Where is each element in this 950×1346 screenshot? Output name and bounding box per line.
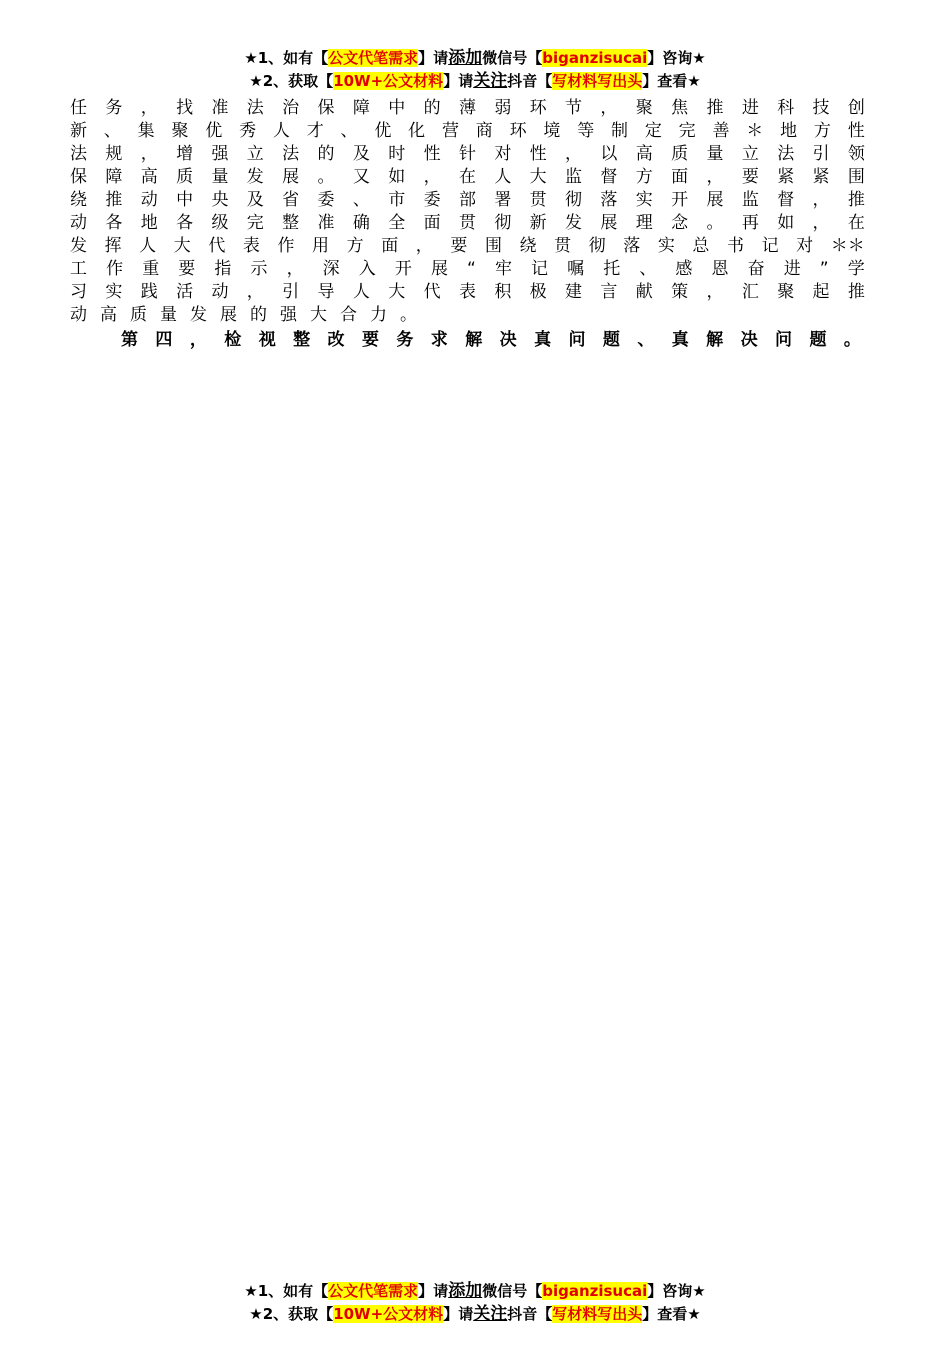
- paragraph-char: 聚: [171, 121, 189, 141]
- paragraph-char: 贯: [458, 213, 476, 233]
- paragraph-char: ，: [600, 98, 618, 118]
- paragraph-char: 强: [280, 305, 297, 325]
- paragraph-char: 念: [671, 213, 689, 233]
- ad-text: 微信号【: [482, 1282, 543, 1300]
- paragraph-char: 推: [847, 190, 865, 210]
- ad-emphasis: 添加: [448, 48, 483, 68]
- ad-text: ★1、如有【: [244, 49, 329, 67]
- paragraph-char: 面: [423, 213, 441, 233]
- paragraph-char: 委: [317, 190, 335, 210]
- paragraph-char: 。: [706, 213, 724, 233]
- paragraph-char: 督: [600, 167, 618, 187]
- heading-char: 决: [499, 330, 517, 350]
- paragraph-char: 质: [130, 305, 147, 325]
- paragraph-char: 落: [623, 236, 641, 256]
- paragraph-char: 确: [352, 213, 370, 233]
- paragraph-char: 方: [813, 121, 831, 141]
- paragraph-char: 的: [423, 98, 441, 118]
- paragraph-char: 法: [70, 144, 87, 164]
- paragraph-char: 地: [140, 213, 158, 233]
- paragraph-char: 引: [282, 282, 300, 302]
- paragraph-char: 立: [741, 144, 759, 164]
- paragraph-char: 、: [639, 259, 657, 279]
- paragraph-char: ，: [286, 259, 304, 279]
- ad-emphasis: 关注: [473, 1304, 508, 1324]
- paragraph-char: 人: [139, 236, 157, 256]
- paragraph-char: 障: [105, 167, 123, 187]
- paragraph-char: 绕: [519, 236, 537, 256]
- paragraph-char: 挥: [104, 236, 122, 256]
- paragraph-char: 记: [761, 236, 779, 256]
- paragraph-char: 工: [70, 259, 87, 279]
- paragraph-char: 以: [600, 144, 618, 164]
- paragraph-char: 优: [374, 121, 392, 141]
- paragraph-line: [70, 97, 865, 120]
- paragraph-char: ，: [140, 144, 158, 164]
- paragraph-char: 性: [529, 144, 547, 164]
- paragraph-char: 善: [712, 121, 730, 141]
- paragraph-char: ，: [706, 282, 724, 302]
- paragraph-char: 学: [847, 259, 865, 279]
- ad-highlight: 10W+公文材料: [333, 72, 444, 90]
- paragraph-char: ，: [423, 167, 441, 187]
- paragraph-char: 省: [282, 190, 300, 210]
- paragraph-char: 节: [565, 98, 583, 118]
- paragraph-char: 动: [140, 190, 158, 210]
- paragraph-char: 秀: [239, 121, 257, 141]
- paragraph-char: 积: [494, 282, 512, 302]
- paragraph-char: 策: [671, 282, 689, 302]
- paragraph-char: 法: [246, 98, 264, 118]
- paragraph-char: 围: [847, 167, 865, 187]
- paragraph-char: 市: [388, 190, 406, 210]
- ad-text: 】请: [418, 1282, 449, 1300]
- paragraph-char: 对: [494, 144, 512, 164]
- ad-text: 】请: [443, 1305, 474, 1323]
- paragraph-char: “: [467, 259, 476, 279]
- ad-line-2: [0, 1303, 950, 1326]
- paragraph-char: 献: [635, 282, 653, 302]
- paragraph-char: 化: [408, 121, 426, 141]
- paragraph-char: 聚: [635, 98, 653, 118]
- paragraph-char: 如: [777, 213, 795, 233]
- paragraph-char: 、: [340, 121, 358, 141]
- paragraph-char: 。: [317, 167, 335, 187]
- ad-text: 】查看★: [642, 1305, 701, 1323]
- paragraph-line: [70, 304, 865, 327]
- paragraph-char: 大: [529, 167, 547, 187]
- ad-highlight: 公文代笔需求: [328, 1282, 419, 1300]
- paragraph-char: ＊: [746, 121, 764, 141]
- ad-highlight: biganzisucai: [542, 1282, 648, 1300]
- paragraph-char: 动: [70, 305, 87, 325]
- paragraph-char: 贯: [554, 236, 572, 256]
- paragraph-char: 恩: [711, 259, 729, 279]
- paragraph-char: 托: [603, 259, 621, 279]
- paragraph-char: 创: [847, 98, 865, 118]
- paragraph-line: [70, 120, 865, 143]
- paragraph-char: 高: [635, 144, 653, 164]
- paragraph-char: 科: [777, 98, 795, 118]
- paragraph-line: [70, 166, 865, 189]
- paragraph-char: 领: [847, 144, 865, 164]
- paragraph-char: 展: [220, 305, 237, 325]
- paragraph-char: 针: [458, 144, 476, 164]
- paragraph-char: 完: [246, 213, 264, 233]
- heading-char: 改: [327, 330, 345, 350]
- paragraph-char: 理: [635, 213, 653, 233]
- paragraph-char: 立: [246, 144, 264, 164]
- paragraph-char: 推: [105, 190, 123, 210]
- paragraph-char: 境: [543, 121, 561, 141]
- paragraph-char: 落: [600, 190, 618, 210]
- paragraph-char: 保: [70, 167, 87, 187]
- paragraph-char: 及: [246, 190, 264, 210]
- paragraph-char: 表: [242, 236, 260, 256]
- paragraph-char: 监: [741, 190, 759, 210]
- paragraph-char: 要: [741, 167, 759, 187]
- paragraph-char: 表: [458, 282, 476, 302]
- ad-highlight: biganzisucai: [542, 49, 648, 67]
- paragraph-line: [70, 235, 865, 258]
- paragraph-char: 汇: [741, 282, 759, 302]
- paragraph-char: 级: [211, 213, 229, 233]
- heading-char: 检: [224, 330, 242, 350]
- paragraph-char: 委: [423, 190, 441, 210]
- paragraph-char: ”: [819, 259, 829, 279]
- paragraph-char: 完: [678, 121, 696, 141]
- paragraph-char: 中: [388, 98, 406, 118]
- paragraph-char: 发: [246, 167, 264, 187]
- paragraph-char: 央: [211, 190, 229, 210]
- paragraph-char: 质: [176, 167, 194, 187]
- ad-text: 抖音【: [507, 72, 553, 90]
- heading-char: 题: [602, 330, 620, 350]
- paragraph-char: 商: [475, 121, 493, 141]
- paragraph-char: 聚: [777, 282, 795, 302]
- paragraph-char: 感: [675, 259, 693, 279]
- paragraph-char: 彻: [494, 213, 512, 233]
- paragraph-char: 推: [847, 282, 865, 302]
- paragraph-char: 、: [352, 190, 370, 210]
- heading-char: 决: [740, 330, 758, 350]
- paragraph-char: 增: [176, 144, 194, 164]
- paragraph-char: 力: [370, 305, 387, 325]
- paragraph-char: 在: [458, 167, 476, 187]
- paragraph-char: 发: [565, 213, 583, 233]
- paragraph-char: 导: [317, 282, 335, 302]
- paragraph-char: 总: [692, 236, 710, 256]
- paragraph-char: ，: [565, 144, 583, 164]
- paragraph-char: 地: [780, 121, 798, 141]
- paragraph-char: 绕: [70, 190, 87, 210]
- ad-line-2: [0, 70, 950, 93]
- paragraph-char: 新: [70, 121, 87, 141]
- paragraph-char: 准: [211, 98, 229, 118]
- paragraph-char: 务: [105, 98, 123, 118]
- paragraph-char: 推: [706, 98, 724, 118]
- paragraph-char: 重: [142, 259, 160, 279]
- paragraph-char: 践: [140, 282, 158, 302]
- paragraph-char: 嘱: [567, 259, 585, 279]
- heading-char: 视: [258, 330, 276, 350]
- paragraph-char: 强: [211, 144, 229, 164]
- paragraph-char: ，: [415, 236, 433, 256]
- heading-char: 问: [775, 330, 793, 350]
- paragraph-char: 再: [741, 213, 759, 233]
- paragraph-char: 对: [796, 236, 814, 256]
- paragraph-char: ，: [706, 167, 724, 187]
- paragraph-char: 才: [306, 121, 324, 141]
- paragraph-char: 展: [706, 190, 724, 210]
- paragraph-char: 薄: [458, 98, 476, 118]
- paragraph-char: 中: [176, 190, 194, 210]
- heading-char: 真: [671, 330, 689, 350]
- ad-text: ★2、获取【: [249, 1305, 334, 1323]
- paragraph-char: 时: [388, 144, 406, 164]
- paragraph-char: ，: [140, 98, 158, 118]
- heading-char: 解: [465, 330, 483, 350]
- paragraph-line: [70, 189, 865, 212]
- paragraph-char: 起: [812, 282, 830, 302]
- paragraph-char: 环: [529, 98, 547, 118]
- paragraph-char: ＊＊: [830, 236, 865, 256]
- paragraph-char: 保: [317, 98, 335, 118]
- heading-char: 解: [706, 330, 724, 350]
- paragraph-char: 环: [509, 121, 527, 141]
- paragraph-char: 展: [600, 213, 618, 233]
- paragraph-char: 作: [106, 259, 124, 279]
- paragraph-char: 任: [70, 98, 87, 118]
- ad-text: 】查看★: [642, 72, 701, 90]
- ad-text: 微信号【: [482, 49, 543, 67]
- paragraph-char: 全: [388, 213, 406, 233]
- paragraph-char: 制: [611, 121, 628, 141]
- ad-text: 】请: [443, 72, 474, 90]
- paragraph-line: [70, 281, 865, 304]
- paragraph-char: 围: [484, 236, 502, 256]
- paragraph-line: [70, 212, 865, 235]
- paragraph-char: 发: [70, 236, 87, 256]
- paragraph-char: 实: [105, 282, 123, 302]
- paragraph-char: 量: [160, 305, 177, 325]
- paragraph-char: 紧: [777, 167, 795, 187]
- paragraph-char: 的: [250, 305, 267, 325]
- paragraph-char: 法: [777, 144, 795, 164]
- heading-char: 题: [809, 330, 827, 350]
- ad-highlight: 写材料写出头: [552, 1305, 643, 1323]
- heading-char: 四: [155, 330, 173, 350]
- paragraph-char: ，: [812, 213, 830, 233]
- paragraph-char: 代: [423, 282, 441, 302]
- paragraph-char: 合: [340, 305, 357, 325]
- paragraph-char: 贯: [529, 190, 547, 210]
- paragraph-char: 规: [105, 144, 123, 164]
- paragraph-char: 集: [137, 121, 155, 141]
- paragraph-char: 又: [352, 167, 370, 187]
- paragraph-char: 活: [176, 282, 194, 302]
- heading-char: 求: [430, 330, 448, 350]
- paragraph-char: 及: [352, 144, 370, 164]
- paragraph-char: 治: [282, 98, 300, 118]
- paragraph-char: 彻: [565, 190, 583, 210]
- ad-text: 】请: [418, 49, 449, 67]
- paragraph-char: 法: [282, 144, 300, 164]
- paragraph-char: 指: [214, 259, 232, 279]
- paragraph-char: 人: [494, 167, 512, 187]
- paragraph-char: 示: [250, 259, 268, 279]
- paragraph-char: 量: [211, 167, 229, 187]
- paragraph-char: 实: [635, 190, 653, 210]
- ad-text: 】咨询★: [647, 1282, 706, 1300]
- paragraph-char: 紧: [812, 167, 830, 187]
- paragraph-char: 署: [494, 190, 512, 210]
- paragraph-char: 质: [671, 144, 689, 164]
- paragraph-char: 彻: [588, 236, 606, 256]
- paragraph-char: 监: [565, 167, 583, 187]
- paragraph-line: [70, 258, 865, 281]
- ad-text: ★2、获取【: [249, 72, 334, 90]
- paragraph-char: 技: [812, 98, 830, 118]
- paragraph-char: 准: [317, 213, 335, 233]
- paragraph-char: 量: [706, 144, 724, 164]
- paragraph-char: 的: [317, 144, 335, 164]
- heading-char: 第: [121, 330, 138, 350]
- paragraph-char: 方: [635, 167, 653, 187]
- paragraph-char: 进: [741, 98, 759, 118]
- paragraph-char: 要: [450, 236, 468, 256]
- paragraph-char: 作: [277, 236, 295, 256]
- paragraph-char: 进: [783, 259, 801, 279]
- heading-char: 、: [637, 330, 655, 350]
- section-heading: [121, 329, 861, 352]
- paragraph-char: 督: [777, 190, 795, 210]
- ad-highlight: 写材料写出头: [552, 72, 643, 90]
- ad-highlight: 10W+公文材料: [333, 1305, 444, 1323]
- paragraph-char: 人: [352, 282, 370, 302]
- paragraph-char: 极: [529, 282, 547, 302]
- paragraph-char: 各: [176, 213, 194, 233]
- paragraph-char: ，: [812, 190, 830, 210]
- paragraph-char: 大: [388, 282, 406, 302]
- paragraph-char: 面: [671, 167, 689, 187]
- paragraph-char: 实: [657, 236, 675, 256]
- heading-char: 整: [293, 330, 311, 350]
- paragraph-char: 习: [70, 282, 87, 302]
- paragraph-char: 、: [103, 121, 121, 141]
- paragraph-char: 定: [644, 121, 662, 141]
- paragraph-line: [70, 143, 865, 166]
- paragraph-char: 牢: [494, 259, 512, 279]
- heading-char: 问: [568, 330, 586, 350]
- ad-emphasis: 关注: [473, 71, 508, 91]
- ad-text: 抖音【: [507, 1305, 553, 1323]
- ad-highlight: 公文代笔需求: [328, 49, 419, 67]
- footer-ad-banner: [0, 1280, 950, 1326]
- paragraph-char: 展: [430, 259, 448, 279]
- paragraph-char: 大: [310, 305, 327, 325]
- ad-emphasis: 添加: [448, 1281, 483, 1301]
- paragraph-char: 展: [282, 167, 300, 187]
- paragraph-char: 高: [140, 167, 158, 187]
- paragraph-char: 弱: [494, 98, 512, 118]
- heading-char: 真: [534, 330, 552, 350]
- ad-line-1: [0, 1280, 950, 1303]
- paragraph-char: 部: [458, 190, 476, 210]
- paragraph-char: 方: [346, 236, 364, 256]
- paragraph-char: 面: [381, 236, 399, 256]
- paragraph-char: 动: [211, 282, 229, 302]
- paragraph-char: 等: [577, 121, 595, 141]
- paragraph-char: 开: [394, 259, 412, 279]
- paragraph-char: 营: [441, 121, 459, 141]
- paragraph-char: 性: [847, 121, 865, 141]
- paragraph-char: 深: [322, 259, 340, 279]
- ad-text: 】咨询★: [647, 49, 706, 67]
- ad-line-1: [0, 47, 950, 70]
- paragraph-char: 找: [176, 98, 194, 118]
- heading-char: 要: [361, 330, 379, 350]
- ad-text: ★1、如有【: [244, 1282, 329, 1300]
- paragraph-char: 言: [600, 282, 618, 302]
- paragraph-char: ，: [246, 282, 264, 302]
- paragraph-char: 动: [70, 213, 87, 233]
- paragraph-char: 引: [812, 144, 830, 164]
- paragraph-char: 记: [531, 259, 549, 279]
- paragraph-char: 。: [400, 305, 417, 325]
- paragraph-char: 用: [312, 236, 330, 256]
- paragraph-char: 焦: [671, 98, 689, 118]
- paragraph-char: 高: [100, 305, 117, 325]
- paragraph-char: 如: [388, 167, 406, 187]
- paragraph-char: 各: [105, 213, 123, 233]
- paragraph-char: 要: [178, 259, 196, 279]
- paragraph-char: 发: [190, 305, 207, 325]
- paragraph-char: 优: [205, 121, 223, 141]
- body-paragraph: [70, 97, 865, 327]
- header-ad-banner: [0, 47, 950, 93]
- paragraph-char: 代: [208, 236, 226, 256]
- paragraph-char: 开: [671, 190, 689, 210]
- heading-char: 。: [843, 330, 861, 350]
- heading-char: ，: [189, 330, 207, 350]
- paragraph-char: 人: [272, 121, 290, 141]
- paragraph-char: 障: [352, 98, 370, 118]
- heading-char: 务: [396, 330, 414, 350]
- paragraph-char: 建: [565, 282, 583, 302]
- paragraph-char: 大: [173, 236, 191, 256]
- paragraph-char: 新: [529, 213, 547, 233]
- paragraph-char: 书: [726, 236, 744, 256]
- paragraph-char: 整: [282, 213, 300, 233]
- paragraph-char: 性: [423, 144, 441, 164]
- paragraph-char: 入: [358, 259, 376, 279]
- paragraph-char: 奋: [747, 259, 765, 279]
- paragraph-char: 在: [847, 213, 865, 233]
